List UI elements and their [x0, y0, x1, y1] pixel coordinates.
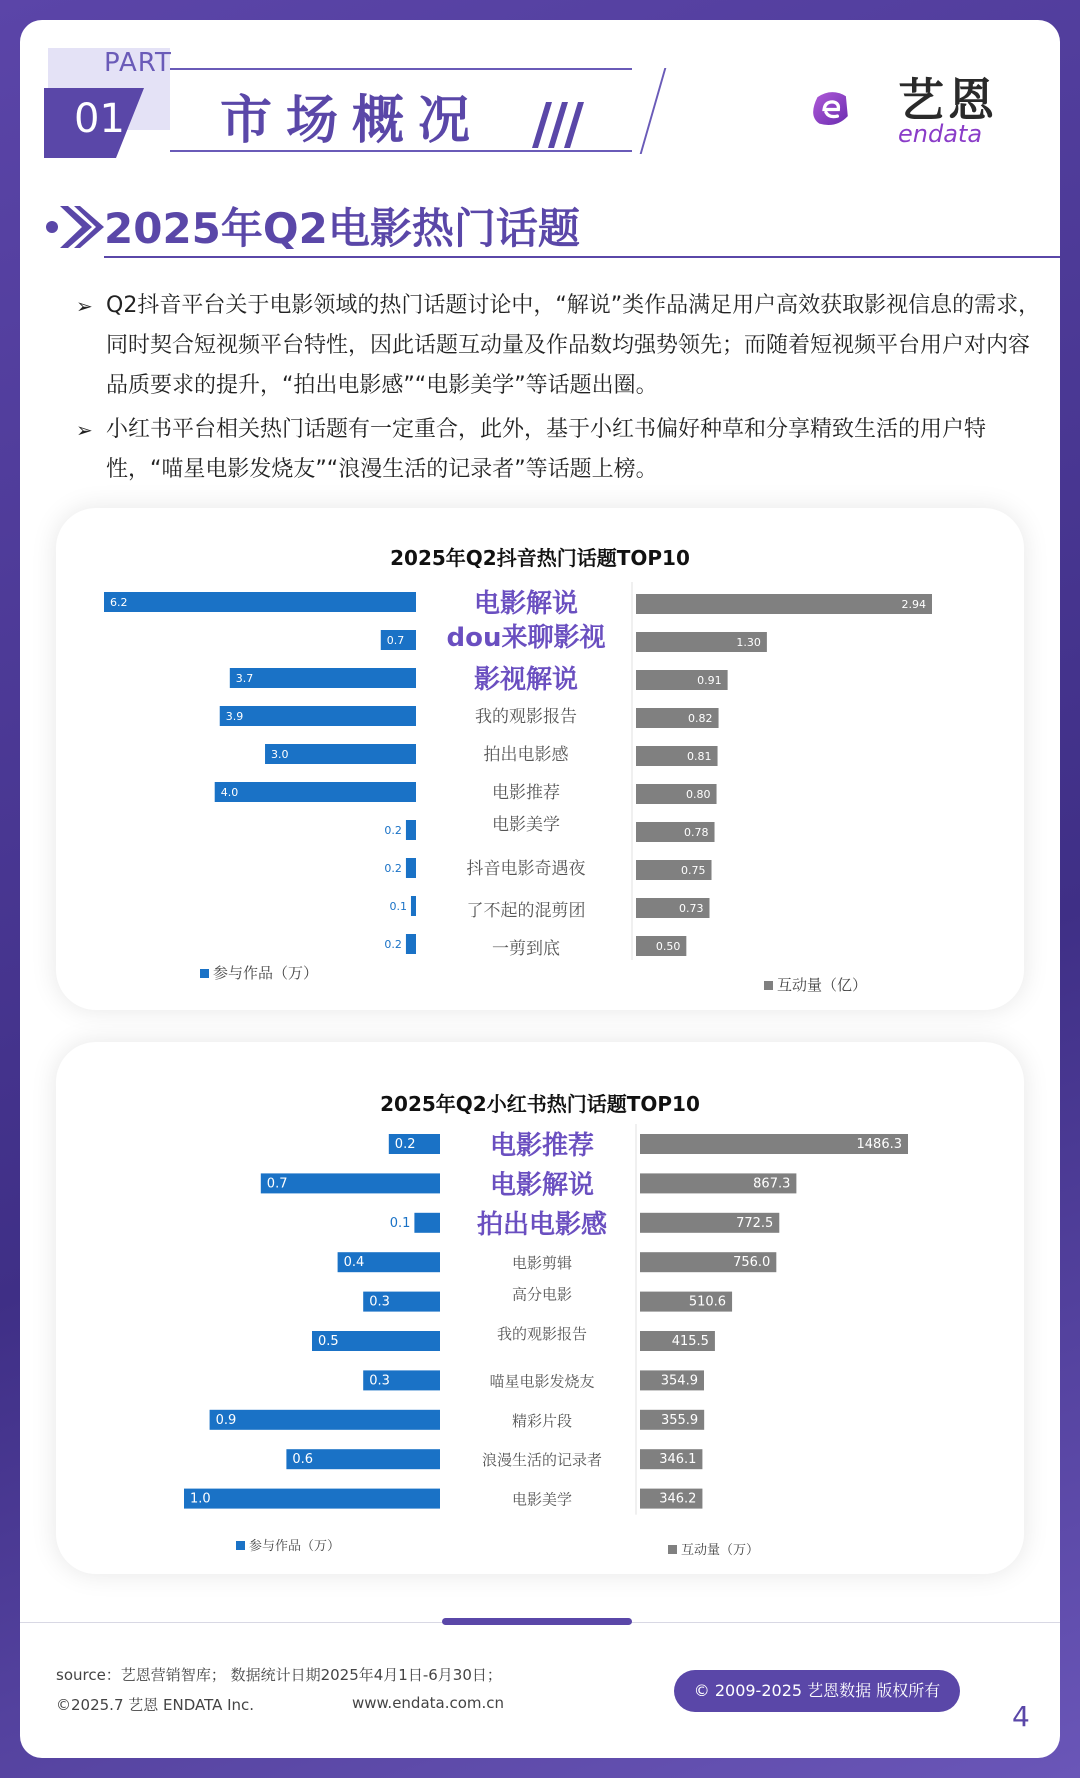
bar-participation-label: 0.2	[384, 938, 402, 951]
bar-interaction-label: 0.73	[678, 902, 704, 915]
bar-participation-label: 0.7	[266, 1176, 288, 1192]
legend-label-participation: 参与作品（万）	[213, 964, 319, 982]
bar-interaction-label: 1.30	[736, 636, 761, 649]
category-label: 浪漫生活的记录者	[481, 1451, 603, 1470]
bar-participation	[210, 1410, 440, 1430]
bar-interaction-label: 0.91	[697, 674, 722, 687]
category-label: 精彩片段	[511, 1411, 573, 1430]
douyin-chart-title: 2025年Q2抖音热门话题TOP10	[390, 546, 690, 570]
legend-swatch-participation	[200, 969, 209, 978]
footer-accent-bar	[442, 1618, 632, 1625]
bar-interaction-label: 0.50	[655, 940, 681, 953]
bar-participation-label: 0.9	[215, 1412, 237, 1428]
bar-interaction-label: 867.3	[753, 1176, 791, 1192]
bar-interaction-label: 0.78	[684, 826, 709, 839]
douyin-chart-card	[56, 508, 1024, 1010]
bar-participation-label: 3.9	[225, 710, 244, 723]
legend-swatch-participation	[236, 1541, 245, 1550]
bar-participation-label: 0.1	[389, 1215, 411, 1231]
category-label: 电影推荐	[492, 783, 560, 803]
section-title: 市场概况	[220, 91, 485, 151]
part-label: PART	[104, 48, 172, 78]
category-label: 电影美学	[511, 1490, 573, 1509]
douyin-chart	[56, 508, 1024, 1010]
bar-participation-label: 0.3	[369, 1294, 390, 1310]
bar-participation-label: 6.2	[110, 596, 128, 609]
legend-label-participation: 参与作品（万）	[249, 1539, 341, 1554]
legend-label-interaction: 互动量（亿）	[777, 976, 868, 994]
category-label: dou来聊影视	[446, 623, 606, 653]
bar-participation	[414, 1213, 440, 1233]
bar-participation	[406, 820, 416, 840]
bar-interaction-label: 0.75	[681, 864, 706, 877]
bar-participation	[406, 934, 416, 954]
bar-interaction-label: 0.82	[688, 712, 713, 725]
category-label: 喵星电影发烧友	[489, 1372, 595, 1391]
footer-website[interactable]: www.endata.com.cn	[352, 1694, 505, 1712]
category-label: 拍出电影感	[476, 1209, 608, 1240]
bar-participation	[261, 1173, 440, 1193]
xiaohongshu-chart	[56, 1042, 1024, 1574]
bar-participation-label: 0.5	[318, 1334, 339, 1349]
bar-participation-label: 4.0	[220, 786, 239, 799]
part-number: 01	[74, 96, 125, 142]
logo-text-cn: 艺恩	[898, 73, 998, 127]
bullet-paragraph-2	[76, 410, 1046, 490]
bar-interaction-label: 355.9	[660, 1412, 699, 1428]
bar-participation	[104, 592, 416, 612]
bar-participation-label: 0.2	[384, 862, 402, 875]
bar-participation-label: 0.2	[384, 824, 402, 837]
bar-interaction-label: 772.5	[736, 1215, 774, 1231]
bar-interaction	[636, 594, 932, 614]
bar-participation-label: 3.0	[271, 748, 289, 761]
bar-interaction-label: 1486.3	[856, 1137, 902, 1152]
bar-participation	[411, 896, 416, 916]
bullet-text-1: Q2抖音平台关于电影领域的热门话题讨论中，“解说”类作品满足用户高效获取影视信息的需求，同时契合短视频平台特性，因此话题互动量及作品数均强势领先；而随着短视频平台用户对内容品质要求的提升，“拍出电影感”“电影美学”等话题出圈。	[106, 293, 1041, 398]
bar-participation-label: 0.1	[389, 900, 407, 913]
bar-participation-label: 0.4	[343, 1255, 365, 1271]
category-label: 电影解说	[489, 1170, 595, 1201]
decorative-slashes-icon	[532, 102, 588, 148]
category-label: 一剪到底	[492, 939, 560, 959]
bar-interaction-label: 2.94	[901, 598, 926, 611]
legend-swatch-interaction	[764, 981, 773, 990]
page-number: 4	[1012, 1700, 1030, 1733]
bullet-paragraph-1	[76, 286, 1046, 406]
heading-underline	[104, 256, 1060, 258]
category-label: 电影美学	[492, 815, 560, 835]
bar-interaction-label: 0.80	[686, 788, 711, 801]
bar-participation-label: 0.6	[292, 1452, 314, 1468]
bar-participation	[230, 668, 416, 688]
category-label: 电影剪辑	[511, 1254, 573, 1273]
footer-copyright: ©2025.7 艺恩 ENDATA Inc.	[56, 1696, 255, 1714]
copyright-badge: © 2009-2025 艺恩数据 版权所有	[674, 1670, 960, 1712]
logo-text-en: endata	[898, 120, 983, 148]
bullet-text-2: 小红书平台相关热门话题有一定重合，此外，基于小红书偏好种草和分享精致生活的用户特性，“喵星电影发烧友”“浪漫生活的记录者”等话题上榜。	[106, 417, 987, 482]
bar-participation-label: 3.7	[235, 672, 254, 685]
category-label: 高分电影	[511, 1285, 573, 1304]
endata-logo-icon	[808, 64, 898, 154]
xiaohongshu-chart-title: 2025年Q2小红书热门话题TOP10	[380, 1092, 700, 1116]
category-label: 抖音电影奇遇夜	[466, 859, 586, 879]
page-heading: 2025年Q2电影热门话题	[104, 204, 580, 253]
bar-interaction-label: 346.1	[659, 1452, 697, 1468]
bar-participation-label: 0.3	[369, 1373, 390, 1389]
bar-interaction-label: 415.5	[671, 1334, 709, 1349]
bar-interaction-label: 756.0	[733, 1255, 771, 1271]
bar-interaction-label: 346.2	[659, 1491, 697, 1507]
bar-participation-label: 0.2	[394, 1137, 416, 1152]
bar-participation	[220, 706, 416, 726]
xiaohongshu-chart-card	[56, 1042, 1024, 1574]
bar-participation	[406, 858, 416, 878]
legend-swatch-interaction	[668, 1545, 677, 1554]
bar-interaction-label: 0.81	[687, 750, 712, 763]
footer-source: source：艺恩营销智库； 数据统计日期2025年4月1日-6月30日；	[56, 1666, 502, 1684]
category-label: 电影解说	[473, 589, 579, 619]
bar-interaction-label: 354.9	[660, 1373, 698, 1389]
bullet-arrow-icon: ➢	[76, 418, 93, 442]
bar-participation	[184, 1489, 440, 1509]
bullet-arrow-icon: ➢	[76, 294, 93, 318]
category-label: 拍出电影感	[483, 745, 569, 765]
category-label: 了不起的混剪团	[466, 901, 586, 921]
category-label: 影视解说	[473, 665, 579, 695]
report-page	[20, 20, 1060, 1758]
category-label: 电影推荐	[489, 1131, 595, 1161]
bar-interaction-label: 510.6	[688, 1294, 727, 1310]
category-label: 我的观影报告	[475, 707, 577, 727]
bar-participation-label: 1.0	[190, 1491, 211, 1507]
category-label: 我的观影报告	[496, 1325, 588, 1343]
bar-participation	[215, 782, 416, 802]
legend-label-interaction: 互动量（万）	[681, 1543, 760, 1558]
bar-participation-label: 0.7	[386, 634, 405, 647]
